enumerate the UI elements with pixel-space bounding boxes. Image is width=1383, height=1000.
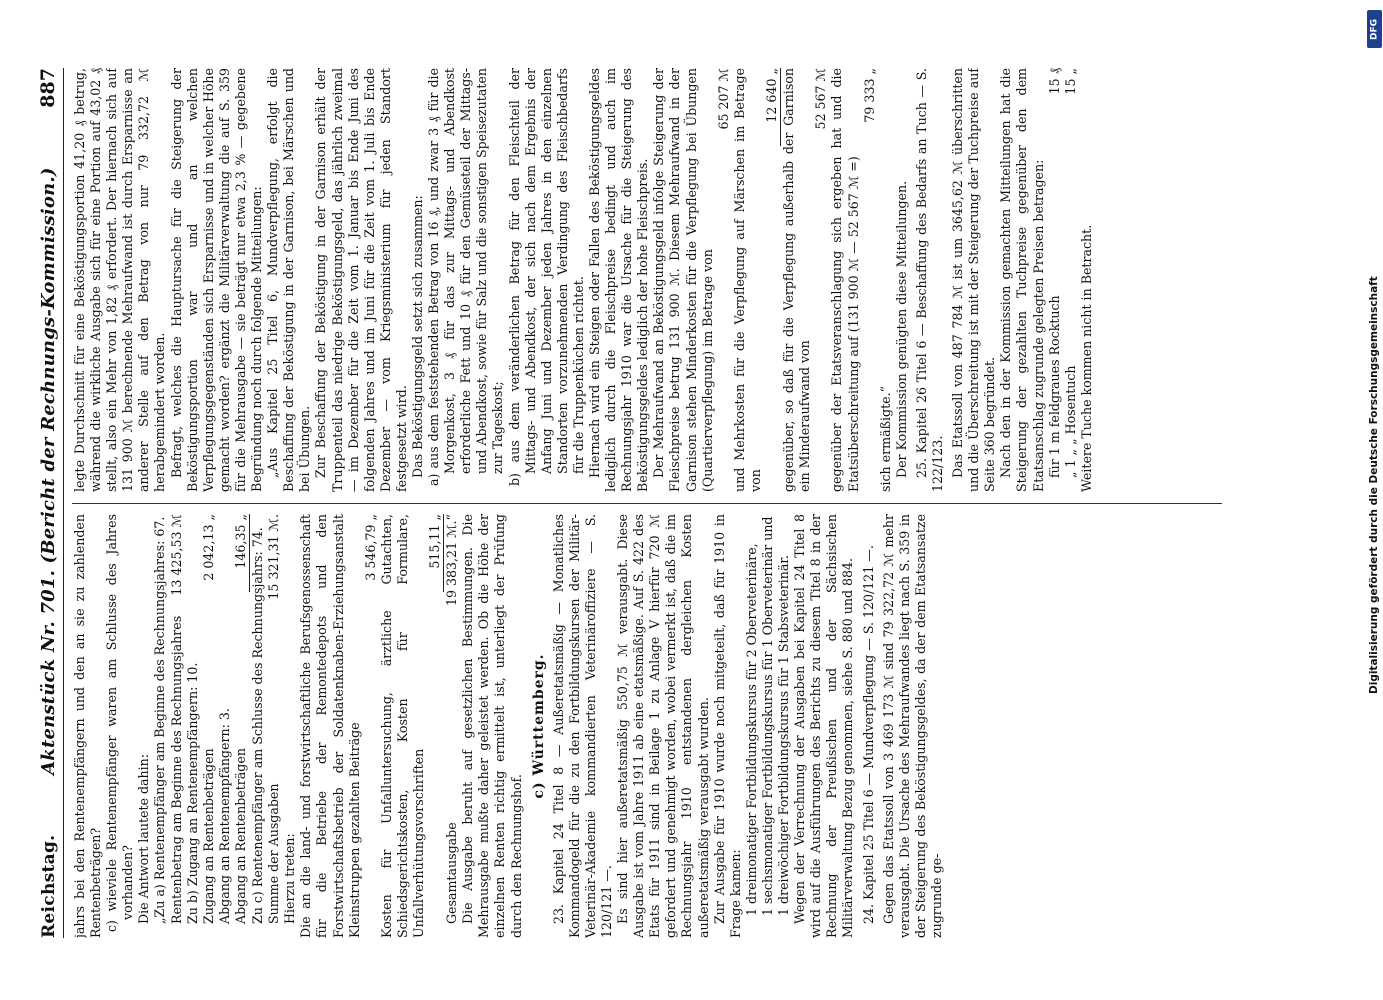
amount-row [444,514,460,938]
paragraph: Das Beköstigungsgeld setzt sich zusammen: [409,195,425,478]
amount-label: Rentenbetrag am Beginne des Rechnungsjahres [168,615,184,924]
amount-value: 146,35 „ [233,514,250,592]
paragraph: „Aus Kapitel 25 Titel 6, Mundverpflegung, erfolgt die Beschaffung der Beköstigung in der Garnison, bei Märschen und bei Übungen. [265,68,313,492]
paragraph: Die Antwort lautete dahin: [136,753,152,924]
paragraph: und Mehrkosten für die Verpflegung auf Märschen im Betrage von [731,68,763,492]
amount-label: „ 1 „ „ Hosentuch [1062,365,1078,478]
amount-row [813,68,829,492]
paragraph: Zur Ausgabe für 1910 wurde noch mitgeteilt, daß für 1910 in Frage kamen: [711,514,743,938]
amount-value: 2 042,13 „ [200,514,216,581]
section-heading: c) Württemberg. [530,653,547,799]
amount-value: 19 383,21 ℳ.“ [444,514,460,607]
paragraph: sich ermäßigte.“ [877,385,893,492]
paragraph: 24. Kapitel 25 Titel 6 — Mundverpflegung — S. 120/121 —. [860,545,876,924]
paragraph: 25. Kapitel 26 Titel 6 — Beschaffung des Bedarfs an Tuch — S. 122/123. [913,68,945,492]
amount-label: Zugang an Rentenbeträgen [200,748,216,924]
column-divider [72,503,1222,504]
amount-value: 65 207 ℳ [715,68,731,130]
amount-row [764,68,781,492]
paragraph: Das Etatssoll von 487 784 ℳ ist um 3645,62 ℳ überschritten und die Überschreitung ist mit der Steigerung der Tuchpreise auf Seite 360 begründet. [950,68,998,492]
page-header [22,68,64,938]
amount-value: 79 333 „ [861,68,877,123]
paragraph: Zur Beschaffung der Beköstigung in der Garnison erhält der Truppenteil das niedrige Beköstigungsgeld, das jährlich zweimal — im Dezember für die Zeit vom 1. Januar bis Ende Juni des folgenden Jahres und im Juni für die Zeit vom 1. Juli bis Ende Dezember — vom Kriegsministerium für jeden Standort festgesetzt wird. [313,68,409,492]
amount-row [716,68,732,492]
paragraph: c) wieviele Rentenempfänger waren am Schlusse des Jahres vorhanden? [104,514,136,932]
amount-value: 15 ₰ [1046,68,1062,95]
digitization-credit: Digitalisierung gefördert durch die Deutsche Forschungsgemeinschaft [1368,276,1380,694]
amount-row [1063,68,1079,492]
amount-row [1047,68,1063,492]
amount-row [862,68,878,492]
amount-row [201,514,217,938]
amount-value: 13 425,53 ℳ [168,514,184,596]
paragraph: 1 sechsmonatiger Fortbildungskursus für 1 Oberveterinär und [759,516,775,916]
paragraph: legte Durchschnitt für eine Beköstigungsportion 41,20 ₰ betrug, während die wirkliche Ausgabe sich für eine Portion auf 43,02 ₰ stellt, also ein Mehr von 1,82 ₰ erfordert. Der hiernach sich auf 131 900 ℳ berechnende Mehraufwand ist durch Ersparnisse an anderer Stelle auf den Betrag von nur 79 332,72 ℳ herabgemindert worden. [72,68,168,492]
paragraph: 23. Kapitel 24 Titel 8 — Außeretatsmäßig — Monatliches Kommandogeld für die zu den Fortbildungskursen der Militär-Veterinär-Akademie kommandierten Veterinäroffiziere — S. 120/121 —. [550,514,614,938]
amount-value: 12 640 „ [764,68,781,146]
paragraph: Der Kommission genügten diese Mitteilungen. [893,180,909,478]
amount-value: 15 „ [1062,68,1078,95]
paragraph: a) aus dem feststehenden Betrag von 16 ₰, und zwar 3 ₰ für die Morgenkost, 3 ₰ für das zur Mittags- und Abendkost erforderliche Fett und 10 ₰ für den Gemüseteil der Mittags- und Abendkost, sowie für Salz und die sonstigen Speisezutaten zur Tageskost; [426,68,506,486]
right-column [72,68,1232,492]
paragraph: 1 dreimonatiger Fortbildungskursus für 2 Oberveterinäre, [743,543,759,916]
paragraph: Wegen der Verrechnung der Ausgaben bei Kapitel 24 Titel 8 wird auf die Ausführungen des Berichts zu diesem Titel 8 in der Rechnung der Preußischen und der Sächsischen Militärverwaltung Bezug genommen, siehe S. 880 und 884. [792,514,856,938]
paragraph: Hiernach wird ein Steigen oder Fallen des Beköstigungsgeldes lediglich durch die Fleischpreise bedingt und auch im Rechnungsjahr 1910 war die Ursache für die Steigerung des Beköstigungsgeldes lediglich der hohe Fleischpreis. [587,68,651,492]
paragraph: Die an die land- und forstwirtschaftliche Berufsgenossenschaft für die Betriebe der Remontedepots und den Forstwirtschaftsbetrieb der Soldatenknaben-Erziehungsanstalt Kleinstruppen gezahlten Beiträge [298,514,362,938]
amount-row [363,514,379,938]
paragraph: Kosten für Unfalluntersuchung, ärztliche Gutachten, Schiedsgerichtskosten, Kosten für Formulare, Unfallverhütungsvorschriften [378,514,426,938]
paragraph: Es sind hier außeretatsmäßig 550,75 ℳ verausgabt. Diese Ausgabe ist vom Jahre 1911 ab eine etatsmäßige. Auf S. 422 des Etats für 1911 sind in Beilage 1 zu Anlage V hierfür 720 ℳ gefordert und genehmigt worden, wobei vermerkt ist, daß die im Rechnungsjahr 1910 entstandenen dergleichen Kosten außeretatsmäßig verausgabt wurden. [615,514,711,938]
amount-label: für 1 m feldgraues Rocktuch [1046,295,1062,478]
amount-row [266,514,282,938]
amount-label: Abgang an Rentenbeträgen [232,748,248,924]
amount-value: 15 321,31 ℳ. [266,514,282,600]
paragraph: Befragt, welches die Hauptursache für die Steigerung der Beköstigungsportion war und an welchen Verpflegungsgegenständen sich Ersparnisse und in welcher Höhe gemacht worden? ergänzt die Militärverwaltung die auf S. 359 für die Mehrausgabe — sie beträgt nur etwa 2,3 % — gegebene Begründung noch durch folgende Mitteilungen: [168,68,265,492]
amount-value: 515,11 „ [427,514,444,592]
dfg-logo: DFG [1367,10,1382,48]
paragraph: gegenüber, so daß für die Verpflegung außerhalb der Garnison ein Minderaufwand von [781,68,813,492]
paragraph: Der Mehraufwand an Beköstigungsgeld infolge Steigerung der Fleischpreise betrug 131 900 ℳ. Diesem Mehraufwand in der Garnison stehen Minderkosten für die Verpflegung bei Übungen (Quartierverpflegung) im Betrage von [651,68,715,492]
amount-row [233,514,250,938]
paragraph: Die Ausgabe beruht auf gesetzlichen Bestimmungen. Die Mehrausgabe mußte daher geleistet werden. Ob die Höhe der einzelnen Renten richtig ermittelt ist, unterliegt der Prüfung durch den Rechnungshof. [460,514,524,938]
amount-value: 52 567 ℳ [813,68,829,130]
header-reichstag: Reichstag. [39,834,59,938]
amount-row [169,514,185,938]
amount-value: 3 546,79 „ [362,514,378,581]
amount-label: Gesamtausgabe [444,822,460,924]
paragraph: Gegen das Etatssoll von 3 469 173 ℳ sind 79 322,72 ℳ mehr verausgabt. Die Ursache des Mehraufwandes liegt nach S. 359 in der Steigerung des Beköstigungsgeldes, da der dem Etatsansatze zugrunde ge- [880,514,944,938]
paragraph: gegenüber der Etatsveranschlagung sich ergeben hat und die Etatsüberschreitung auf (131 900 ℳ — 52 567 ℳ =) [829,68,861,492]
scanned-page [14,0,1344,1000]
paragraph: b) aus dem veränderlichen Betrag für den Fleischteil der Mittags- und Abendkost, der sich nach dem Ergebnis der Anfang Juni und Dezember jeden Jahres in den einzelnen Standorten vorzunehmenden Verdingung des Fleischbedarfs für die Truppenküchen richtet. [506,68,586,486]
left-column [72,514,1232,938]
paragraph: Abgang an Rentenempfängern: 3. [216,708,232,924]
amount-label: Summe der Ausgaben [266,783,282,924]
paragraph: 1 dreiwöchiger Fortbildungskursus für 1 Stabsveterinär. [776,554,792,916]
paragraph: jahrs bei den Rentenempfängern und den an sie zu zahlenden Rentenbeträgen? [72,514,104,938]
paragraph: Zu c) Rentenempfänger am Schlusse des Rechnungsjahrs: 74. [250,527,266,924]
paragraph: Zu b) Zugang an Rentenempfängern: 10. [184,662,200,924]
page-number: 887 [37,68,59,108]
paragraph: „Zu a) Rentenempfänger am Beginne des Rechnungsjahres: 67. [152,516,168,924]
paragraph: Hierzu treten: [282,833,298,924]
paragraph: Nach den in der Kommission gemachten Mitteilungen hat die Steigerung der gezahlten Tuchpreise gegenüber den dem Etatsanschlag zugrunde gelegten Preisen betragen: [998,68,1046,492]
amount-row [427,514,444,938]
header-document-title: Aktenstück Nr. 701. (Bericht der Rechnungs-Kommission.) [38,167,59,775]
paragraph: Weitere Tuche kommen nicht in Betracht. [1078,224,1094,492]
